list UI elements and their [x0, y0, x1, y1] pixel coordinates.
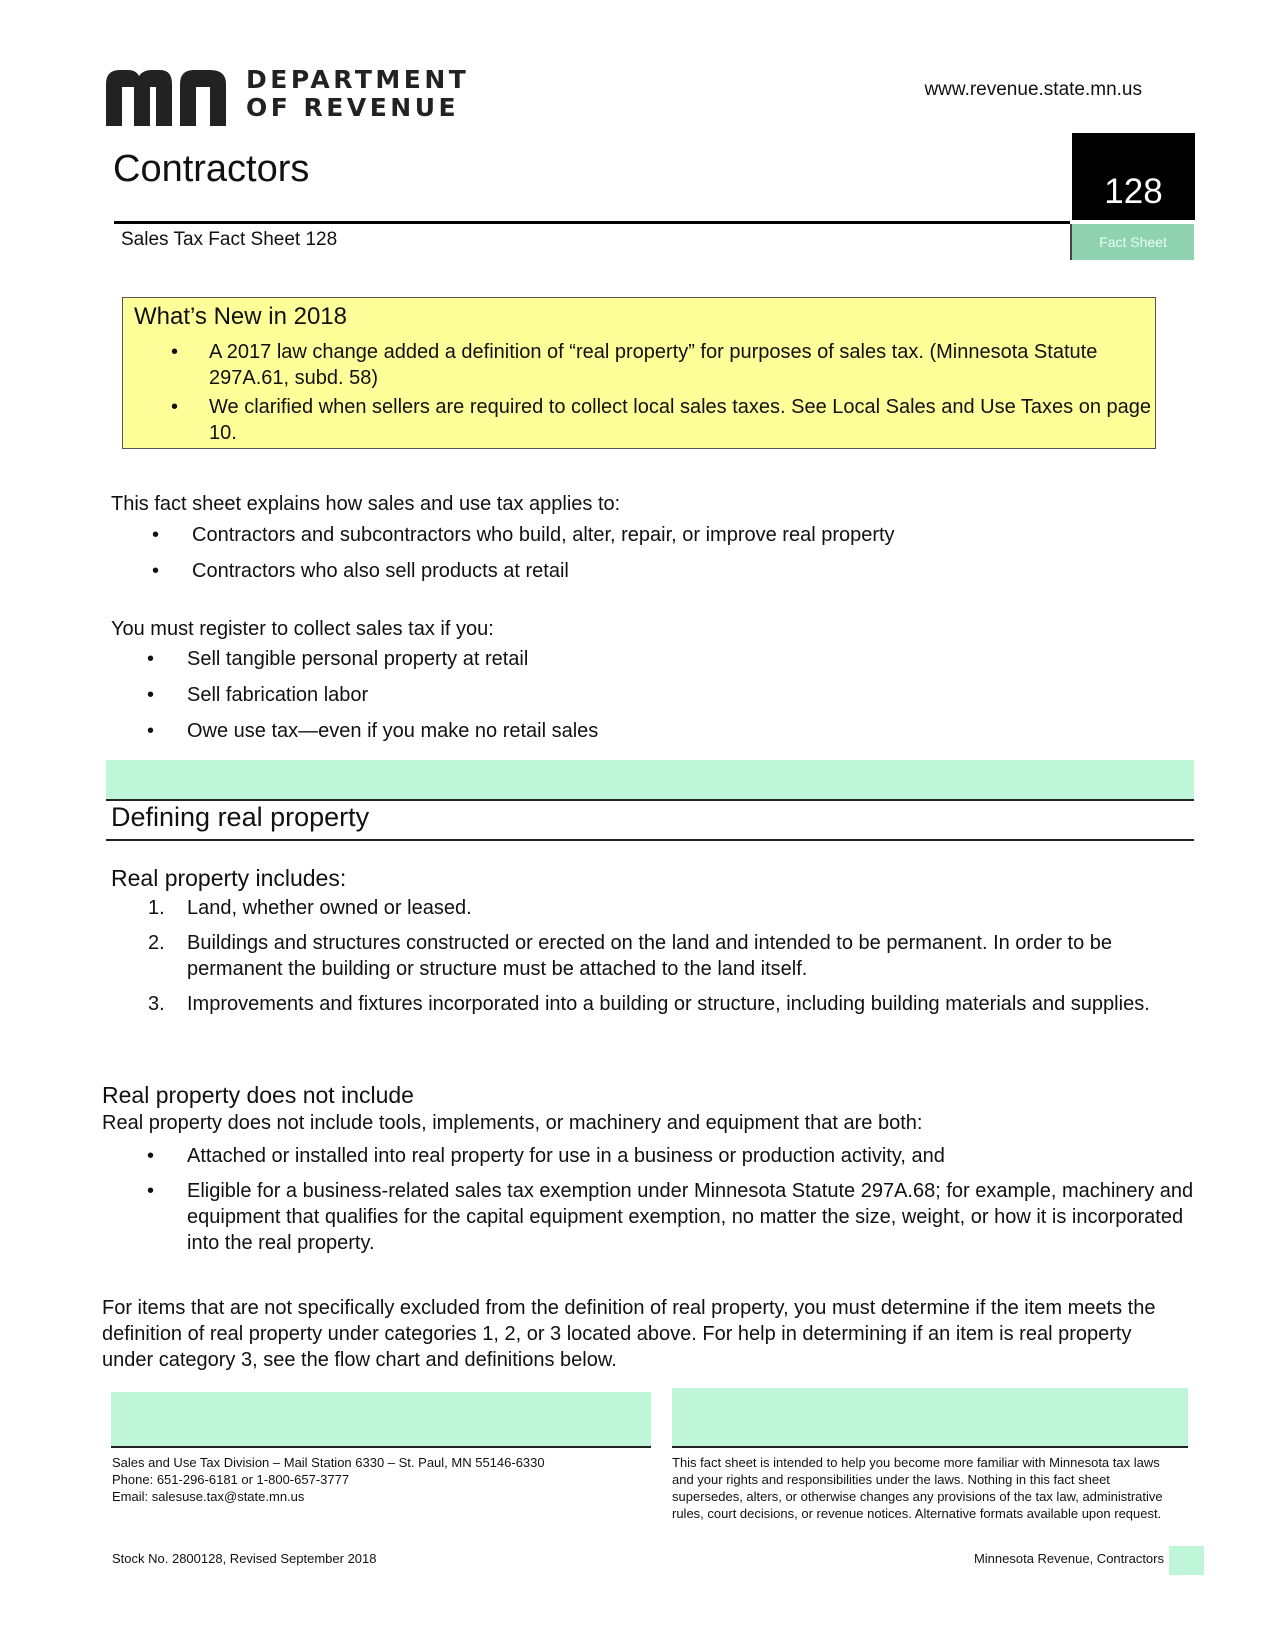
- intro-text: This fact sheet explains how sales and use tax applies to:: [111, 493, 621, 515]
- bullet-icon: •: [147, 648, 155, 670]
- disclaimer-text: This fact sheet is intended to help you become more familiar with Minnesota tax laws and your rights and responsibilities under the laws. Nothing in this fact sheet supersedes, alters, or otherwise changes any provisions of the tax law, administrative rules, court decisions, or revenue notices. Alternative formats available upon request.: [672, 1455, 1163, 1521]
- footer-band-right: [672, 1388, 1188, 1446]
- list-item: 2. Buildings and structures constructed or erected on the land and intended to be permanent. In order to be permanent the building or structure must be attached to the land itself.: [148, 932, 1113, 980]
- register-list: [147, 646, 1147, 754]
- list-item: 3. Improvements and fixtures incorporated into a building or structure, including building materials and supplies.: [148, 993, 1150, 1015]
- whats-new-list: [171, 339, 1151, 449]
- list-item: 1. Land, whether owned or leased.: [148, 897, 472, 919]
- list-item: • Contractors and subcontractors who build, alter, repair, or improve real property: [152, 524, 895, 546]
- not-include-list: [147, 1143, 1197, 1265]
- bullet-icon: •: [147, 1180, 155, 1202]
- list-item: • Owe use tax—even if you make no retail sales: [147, 720, 599, 742]
- department-logo-text: DEPARTMENT OF REVENUE: [246, 65, 470, 122]
- title-divider: [114, 221, 1070, 224]
- register-text: You must register to collect sales tax if you:: [111, 618, 494, 640]
- bullet-icon: •: [147, 684, 155, 706]
- section-band: [106, 760, 1194, 800]
- section-heading: Defining real property: [111, 802, 370, 832]
- footer-band-left: [111, 1392, 651, 1446]
- bullet-icon: •: [171, 396, 179, 418]
- list-item: • We clarified when sellers are required to collect local sales taxes. See Local Sales and Use Taxes on page 10.: [171, 396, 1152, 444]
- website-url: www.revenue.state.mn.us: [924, 79, 1142, 100]
- list-item: • Sell fabrication labor: [147, 684, 369, 706]
- bullet-icon: •: [152, 560, 160, 582]
- list-item: • A 2017 law change added a definition of “real property” for purposes of sales tax. (Minnesota Statute 297A.61, subd. 58): [171, 341, 1098, 389]
- page-number-box: [1169, 1546, 1204, 1575]
- footer-rule-left: [111, 1446, 651, 1448]
- list-item: • Eligible for a business-related sales tax exemption under Minnesota Statute 297A.68; for example, machinery and equipment that qualifies for the capital equipment exemption, no matter the size, weight, or how it is incorporated into the real property.: [147, 1180, 1194, 1254]
- includes-list: [145, 895, 1155, 1026]
- page-footer-label: Minnesota Revenue, Contractors: [973, 1551, 1164, 1566]
- intro-list: [152, 522, 1152, 594]
- bullet-icon: •: [147, 720, 155, 742]
- list-item: • Sell tangible personal property at retail: [147, 648, 529, 670]
- footer-rule-right: [672, 1446, 1188, 1448]
- list-item: • Attached or installed into real property for use in a business or production activity, and: [147, 1145, 945, 1167]
- list-item: • Contractors who also sell products at retail: [152, 560, 569, 582]
- page-subtitle: Sales Tax Fact Sheet 128: [121, 229, 338, 250]
- contact-info: Sales and Use Tax Division – Mail Station 6330 – St. Paul, MN 55146-6330 Phone: 651-296-6181 or 1-800-657-3777 Email: salesuse.tax@state.mn.us: [112, 1455, 545, 1504]
- bullet-icon: •: [147, 1145, 155, 1167]
- not-include-heading: Real property does not include: [102, 1082, 414, 1108]
- section-top-rule: [106, 799, 1194, 801]
- fact-sheet-number: 128: [1072, 133, 1195, 220]
- includes-heading: Real property includes:: [111, 865, 347, 891]
- closing-paragraph: For items that are not specifically excluded from the definition of real property, you must determine if the item meets the definition of real property under categories 1, 2, or 3 located above. For help in determining if an item is real property under category 3, see the flow chart and definitions below.: [102, 1297, 1156, 1371]
- bullet-icon: •: [171, 341, 179, 363]
- fact-sheet-tab: Fact Sheet: [1070, 224, 1194, 260]
- mn-logo-icon: [106, 70, 226, 126]
- page-title: Contractors: [113, 148, 310, 190]
- whats-new-heading: What’s New in 2018: [134, 303, 347, 330]
- stock-number: Stock No. 2800128, Revised September 2018: [112, 1551, 377, 1566]
- not-include-text: Real property does not include tools, implements, or machinery and equipment that are both:: [102, 1112, 923, 1134]
- bullet-icon: •: [152, 524, 160, 546]
- section-bottom-rule: [106, 839, 1194, 841]
